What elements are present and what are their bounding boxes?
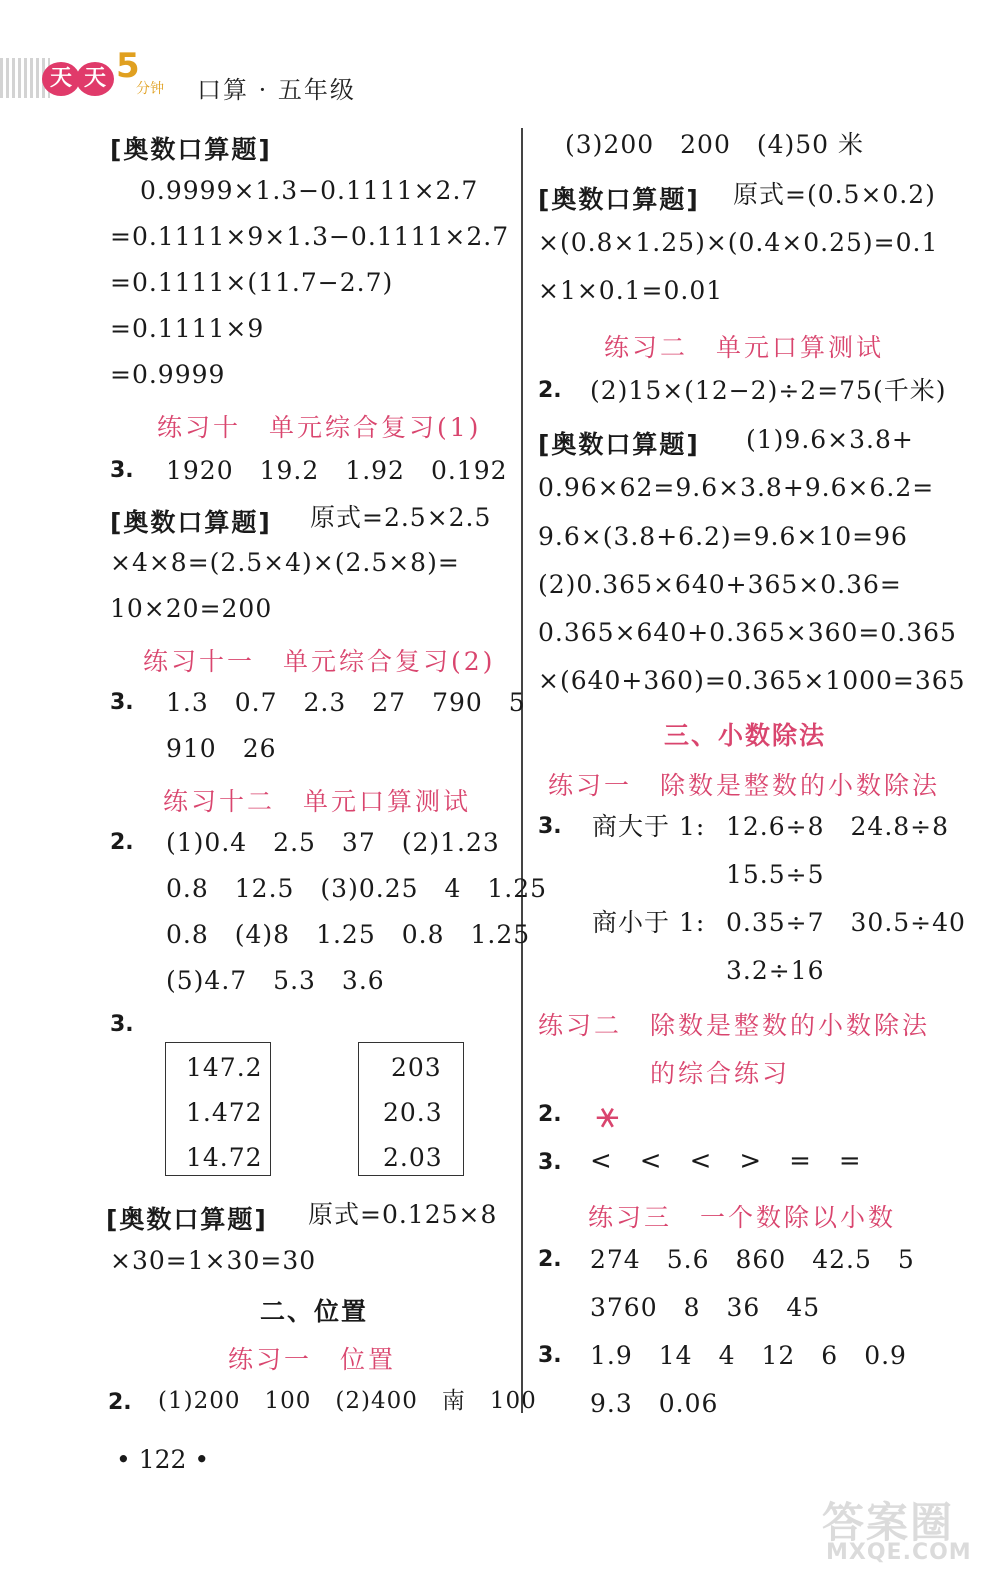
page-number: • 122 • (116, 1445, 210, 1474)
exercise-heading: 练习二 单元口算测试 (604, 333, 885, 362)
answer-line: (1)0.4 2.5 37 (2)1.23 (166, 828, 500, 857)
answer-box-1 (165, 1042, 271, 1176)
question-number: 2. (538, 1247, 562, 1272)
olympiad-heading: [奥数口算题] (538, 185, 700, 214)
answer-line: 1.9 14 4 12 6 0.9 (590, 1341, 907, 1370)
question-number: 3. (110, 690, 134, 715)
answer-line: =0.9999 (110, 360, 226, 389)
answer-line: ×30=1×30=30 (110, 1246, 317, 1275)
section-heading: 三、小数除法 (664, 721, 827, 750)
answer-line: ×4×8=(2.5×4)×(2.5×8)= (110, 548, 460, 577)
answer-line: 0.9999×1.3−0.1111×2.7 (140, 176, 479, 205)
answer-label: 商大于 1: (592, 812, 706, 841)
section-heading: 二、位置 (260, 1297, 369, 1326)
answer-line: (2)0.365×640+365×0.36= (538, 570, 902, 599)
answer-label: 商小于 1: (592, 908, 706, 937)
exercise-heading: 的综合练习 (650, 1059, 791, 1088)
answer-line: 1.3 0.7 2.3 27 790 5 (166, 688, 526, 717)
answer-line: 274 5.6 860 42.5 5 (590, 1245, 915, 1274)
answer-line: 0.96×62=9.6×3.8+9.6×6.2= (538, 473, 935, 502)
answer-line: 910 26 (166, 734, 277, 763)
answer-line: (1)9.6×3.8+ (746, 425, 914, 454)
answer-line: ×(0.8×1.25)×(0.4×0.25)=0.1 (538, 228, 939, 257)
olympiad-heading: [奥数口算题] (538, 430, 700, 459)
answer-line: 9.6×(3.8+6.2)=9.6×10=96 (538, 522, 908, 551)
answer-line: (1)200 100 (2)400 南 100 (158, 1388, 537, 1414)
answer-line: 1920 19.2 1.92 0.192 (166, 456, 508, 485)
header-title: 口算 · 五年级 (197, 76, 356, 104)
question-number: 2. (108, 1390, 132, 1415)
answer-line: 15.5÷5 (726, 860, 825, 889)
question-number: 2. (110, 830, 134, 855)
box-value: 1.472 (186, 1098, 263, 1127)
exercise-heading: 练习十一 单元综合复习(2) (143, 647, 496, 676)
answer-line: 原式=0.125×8 (308, 1200, 498, 1229)
answer-line: 原式=2.5×2.5 (310, 503, 492, 532)
exercise-heading: 练习三 一个数除以小数 (588, 1203, 897, 1232)
box-value: 203 (391, 1053, 442, 1082)
answer-line: < < < > = = (590, 1146, 862, 1176)
answer-line: 0.8 12.5 (3)0.25 4 1.25 (166, 874, 548, 903)
exercise-heading: 练习一 位置 (228, 1345, 397, 1374)
box-value: 14.72 (186, 1143, 263, 1172)
question-number: 2. (538, 1102, 562, 1127)
answer-line: =0.1111×9×1.3−0.1111×2.7 (110, 222, 510, 251)
olympiad-heading: [奥数口算题] (110, 508, 272, 537)
exercise-heading: 练习二 除数是整数的小数除法 (538, 1011, 931, 1040)
question-number: 3. (538, 1150, 562, 1175)
olympiad-heading: [奥数口算题] (106, 1205, 268, 1234)
answer-line: 0.35÷7 30.5÷40 (726, 908, 966, 937)
answer-line: 3760 8 36 45 (590, 1293, 821, 1322)
asterisk-mark: ⚹ (596, 1092, 619, 1136)
answer-line: 原式=(0.5×0.2) (733, 180, 936, 209)
answer-line: 12.6÷8 24.8÷8 (726, 812, 950, 841)
question-number: 3. (538, 1343, 562, 1368)
exercise-heading: 练习十二 单元口算测试 (163, 787, 472, 816)
logo-char-2: 天 (76, 62, 114, 96)
column-divider (521, 128, 523, 1413)
box-value: 20.3 (383, 1098, 443, 1127)
answer-box-2 (358, 1042, 464, 1176)
watermark-top-text: 答案圈 (822, 1498, 955, 1547)
exercise-heading: 练习十 单元综合复习(1) (157, 413, 482, 442)
exercise-heading: 练习一 除数是整数的小数除法 (548, 771, 941, 800)
answer-line: 10×20=200 (110, 594, 273, 623)
box-value: 2.03 (383, 1143, 443, 1172)
answer-line: (5)4.7 5.3 3.6 (166, 966, 385, 995)
question-number: 3. (110, 458, 134, 483)
answer-line: (2)15×(12−2)÷2=75(千米) (590, 376, 947, 405)
logo-char-1: 天 (42, 62, 80, 96)
logo-five: 5 (116, 46, 140, 86)
answer-line: 0.8 (4)8 1.25 0.8 1.25 (166, 920, 531, 949)
box-value: 147.2 (186, 1053, 263, 1082)
answer-line: 0.365×640+0.365×360=0.365 (538, 618, 957, 647)
watermark-logo (822, 1490, 990, 1570)
answer-line: ×1×0.1=0.01 (538, 276, 724, 305)
answer-line: 3.2÷16 (726, 956, 825, 985)
watermark-bottom-text: MXQE.COM (826, 1540, 972, 1565)
question-number: 3. (538, 814, 562, 839)
logo-small-text: 分钟 (136, 81, 164, 97)
answer-line: ×(640+360)=0.365×1000=365 (538, 666, 966, 695)
olympiad-heading: [奥数口算题] (110, 135, 272, 164)
answer-line: 9.3 0.06 (590, 1389, 719, 1418)
question-number: 3. (110, 1012, 134, 1037)
question-number: 2. (538, 378, 562, 403)
answer-line: =0.1111×(11.7−2.7) (110, 268, 394, 297)
answer-line: =0.1111×9 (110, 314, 265, 343)
answer-line: (3)200 200 (4)50 米 (565, 130, 865, 159)
